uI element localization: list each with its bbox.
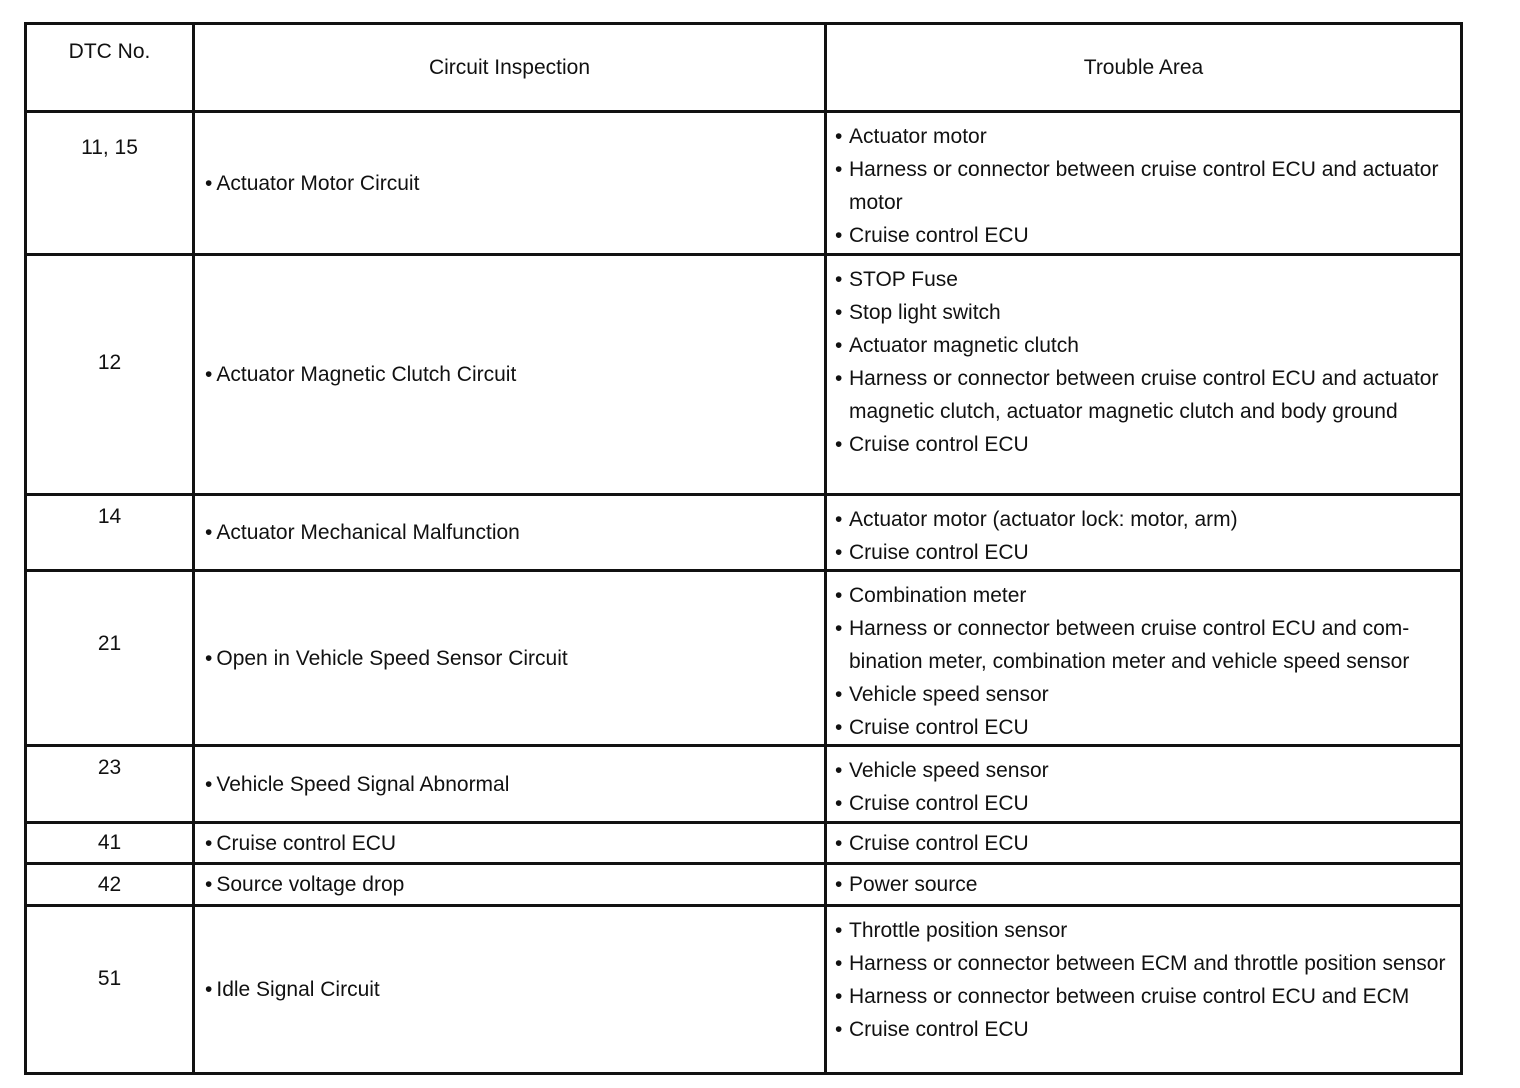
header-trouble-area: Trouble Area <box>826 24 1462 112</box>
header-dtc-no: DTC No. <box>26 24 194 112</box>
trouble-area-item: • STOP Fuse <box>835 263 1452 296</box>
circuit-label: Open in Vehicle Speed Sensor Circuit <box>216 646 568 670</box>
table-row <box>26 823 1462 864</box>
trouble-area-item: • Cruise control ECU <box>835 787 1452 820</box>
bullet-icon: • <box>205 521 213 544</box>
circuit-label: Actuator Magnetic Clutch Circuit <box>216 363 517 386</box>
trouble-area-item: • Actuator motor (actuator lock: motor, arm) <box>835 503 1452 536</box>
circuit-inspection <box>194 746 826 823</box>
trouble-area-item: • Cruise control ECU <box>835 711 1452 744</box>
circuit-label: Actuator Motor Circuit <box>216 171 420 195</box>
dtc-code: 51 <box>26 906 194 1074</box>
trouble-area-item: • Cruise control ECU <box>835 827 1452 860</box>
circuit-label: Actuator Mechanical Malfunction <box>216 521 520 544</box>
trouble-area-item: • Throttle position sensor <box>835 914 1452 947</box>
header-circuit-inspection: Circuit Inspection <box>194 24 826 112</box>
bullet-icon: • <box>205 978 213 1001</box>
dtc-table <box>24 22 1463 1075</box>
trouble-area-item: • Cruise control ECU <box>835 428 1452 461</box>
trouble-area-item: • Stop light switch <box>835 296 1452 329</box>
bullet-icon: • <box>205 873 213 896</box>
circuit-inspection <box>194 571 826 746</box>
trouble-area-item: • Actuator motor <box>835 120 1452 153</box>
trouble-area <box>826 571 1462 746</box>
table-row <box>26 864 1462 906</box>
trouble-area-item: • Cruise control ECU <box>835 536 1452 569</box>
trouble-area <box>826 864 1462 906</box>
trouble-area <box>826 112 1462 255</box>
table-row <box>26 906 1462 1074</box>
bullet-icon: • <box>205 772 213 796</box>
trouble-area-item: • Vehicle speed sensor <box>835 754 1452 787</box>
trouble-area <box>826 823 1462 864</box>
dtc-code: 42 <box>26 864 194 906</box>
trouble-area <box>826 906 1462 1074</box>
trouble-area-item: • Harness or connector between cruise control ECU and ECM <box>835 980 1452 1013</box>
circuit-inspection <box>194 823 826 864</box>
circuit-label: Source voltage drop <box>216 873 405 896</box>
dtc-code: 12 <box>26 255 194 495</box>
table-row <box>26 571 1462 746</box>
trouble-area-item: • Harness or connector between ECM and throttle position sensor <box>835 947 1452 980</box>
trouble-area <box>826 746 1462 823</box>
trouble-area-item: • Harness or connector between cruise control ECU and actuator magnetic clutch, actuator magnetic clutch and body ground <box>835 362 1452 428</box>
trouble-area-item: • Power source <box>835 868 1452 901</box>
trouble-area-item: • Actuator magnetic clutch <box>835 329 1452 362</box>
table-row <box>26 495 1462 571</box>
bullet-icon: • <box>205 831 213 855</box>
dtc-code: 23 <box>26 746 194 823</box>
circuit-inspection <box>194 255 826 495</box>
trouble-area-item: • Cruise control ECU <box>835 1013 1452 1046</box>
trouble-area <box>826 495 1462 571</box>
trouble-area-item: • Combination meter <box>835 579 1452 612</box>
bullet-icon: • <box>205 646 213 670</box>
circuit-label: Vehicle Speed Signal Abnormal <box>216 772 510 796</box>
circuit-label: Cruise control ECU <box>216 831 397 855</box>
trouble-area <box>826 255 1462 495</box>
dtc-code: 14 <box>26 495 194 571</box>
dtc-code: 11, 15 <box>26 112 194 255</box>
table-row <box>26 746 1462 823</box>
circuit-inspection <box>194 864 826 906</box>
circuit-inspection <box>194 906 826 1074</box>
circuit-inspection <box>194 495 826 571</box>
table-row <box>26 112 1462 255</box>
dtc-code: 41 <box>26 823 194 864</box>
dtc-code: 21 <box>26 571 194 746</box>
circuit-label: Idle Signal Circuit <box>216 978 380 1001</box>
trouble-area-item: • Harness or connector between cruise control ECU and com-bination meter, combination meter and vehicle speed sensor <box>835 612 1452 678</box>
table-row <box>26 255 1462 495</box>
circuit-inspection <box>194 112 826 255</box>
bullet-icon: • <box>205 171 213 195</box>
header-row <box>26 24 1462 112</box>
trouble-area-item: • Harness or connector between cruise control ECU and actuator motor <box>835 153 1452 219</box>
bullet-icon: • <box>205 363 213 386</box>
trouble-area-item: • Vehicle speed sensor <box>835 678 1452 711</box>
trouble-area-item: • Cruise control ECU <box>835 219 1452 252</box>
